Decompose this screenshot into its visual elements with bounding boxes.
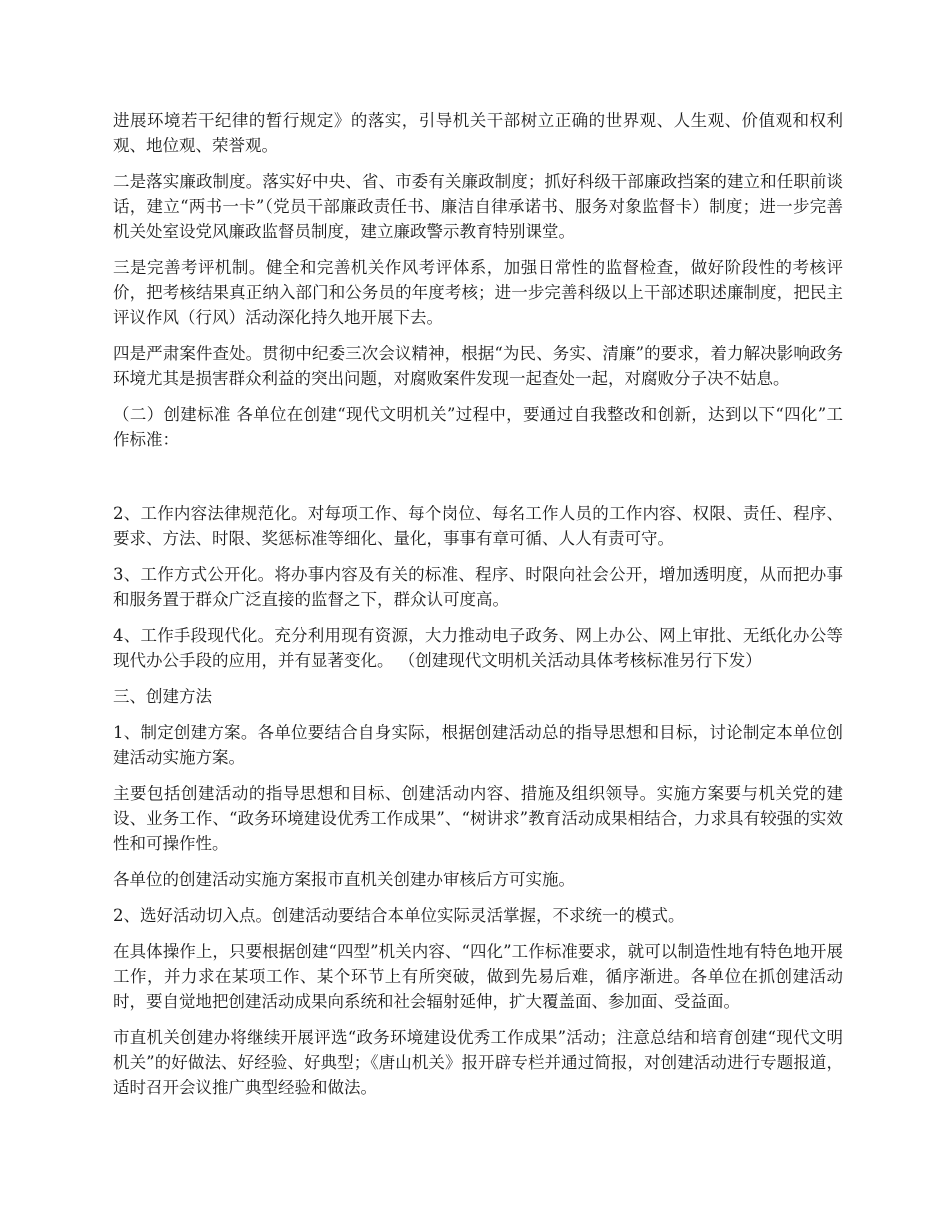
paragraph-creation-standards: （二）创建标准 各单位在创建“现代文明机关”过程中，要通过自我整改和创新，达到以下“四化”工作标准：: [113, 405, 843, 449]
blank-gap: [113, 463, 843, 501]
paragraph-integrity-system: 二是落实廉政制度。落实好中央、省、市委有关廉政制度；抓好科级干部廉政挡案的建立和任职前谈话，建立“两书一卡”（党员干部廉政责任书、廉洁自律承诺书、服务对象监督卡）制度；进一步完善机关处室设党风廉政监督员制度，建立廉政警示教育特别课堂。: [113, 172, 843, 241]
paragraph-conduct-rules: 进展环境若干纪律的暂行规定》的落实，引导机关干部树立正确的世界观、人生观、价值观和权利观、地位观、荣誉观。: [113, 111, 843, 155]
document-body: [113, 108, 843, 1111]
paragraph-method-1: 1、制定创建方案。各单位要结合自身实际，根据创建活动总的指导思想和目标，讨论制定本单位创建活动实施方案。: [113, 723, 843, 767]
paragraph-standard-2: 2、工作内容法律规范化。对每项工作、每个岗位、每名工作人员的工作内容、权限、责任、程序、要求、方法、时限、奖惩标准等细化、量化，事事有章可循、人人有责可守。: [113, 504, 843, 548]
paragraph-plan-approval: 各单位的创建活动实施方案报市直机关创建办审核后方可实施。: [113, 870, 575, 889]
paragraph-plan-contents: 主要包括创建活动的指导思想和目标、创建活动内容、措施及组织领导。实施方案要与机关党的建设、业务工作、“政务环境建设优秀工作成果”、“树讲求”教育活动成果相结合，力求具有较强的实效性和可操作性。: [113, 784, 843, 853]
paragraph-selection-activity: 市直机关创建办将继续开展评选“政务环境建设优秀工作成果”活动；注意总结和培育创建“现代文明机关”的好做法、好经验、好典型；《唐山机关》报开辟专栏并通过简报，对创建活动进行专题报道，适时召开会议推广典型经验和做法。: [113, 1028, 843, 1097]
paragraph-operation-details: 在具体操作上，只要根据创建“四型”机关内容、“四化”工作标准要求，就可以制造性地有特色地开展工作，并力求在某项工作、某个环节上有所突破，做到先易后难，循序渐进。各单位在抓创建活动时，要自觉地把创建活动成果向系统和社会辐射延伸，扩大覆盖面、参加面、受益面。: [113, 942, 843, 1011]
paragraph-standard-4: 4、工作手段现代化。充分利用现有资源，大力推动电子政务、网上办公、网上审批、无纸化办公等现代办公手段的应用，并有显著变化。 （创建现代文明机关活动具体考核标准另行下发）: [113, 626, 843, 670]
paragraph-method-2: 2、选好活动切入点。创建活动要结合本单位实际灵活掌握，不求统一的模式。: [113, 906, 685, 925]
paragraph-evaluation-mechanism: 三是完善考评机制。健全和完善机关作风考评体系，加强日常性的监督检查，做好阶段性的考核评价，把考核结果真正纳入部门和公务员的年度考核；进一步完善科级以上干部述职述廉制度，把民主评议作风（行风）活动深化持久地开展下去。: [113, 258, 843, 327]
paragraph-case-investigation: 四是严肃案件查处。贯彻中纪委三次会议精神，根据“为民、务实、清廉”的要求，着力解决影响政务环境尤其是损害群众利益的突出问题，对腐败案件发现一起查处一起，对腐败分子决不姑息。: [113, 344, 843, 388]
paragraph-standard-3: 3、工作方式公开化。将办事内容及有关的标准、程序、时限向社会公开，增加透明度，从而把办事和服务置于群众广泛直接的监督之下，群众认可度高。: [113, 565, 843, 609]
section-heading-methods: 三、创建方法: [113, 687, 212, 706]
